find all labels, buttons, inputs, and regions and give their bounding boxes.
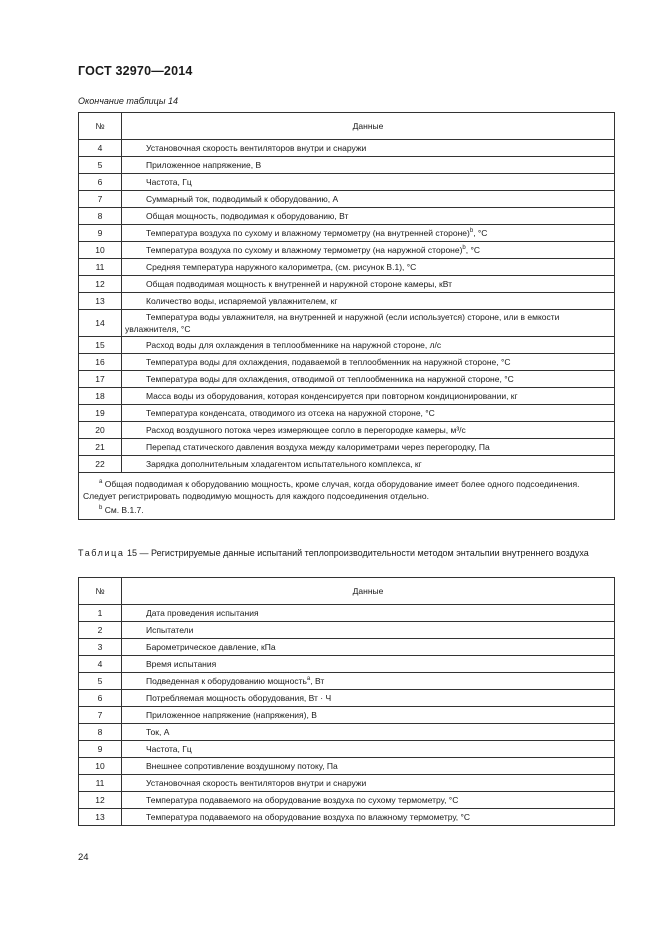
table-row [79, 225, 615, 242]
row-number: 9 [79, 225, 122, 242]
row-text [122, 208, 615, 225]
row-text [122, 622, 615, 639]
row-text [122, 673, 615, 690]
table-row [79, 293, 615, 310]
row-text-main: Частота, Гц [146, 744, 192, 754]
table-15-caption-label: Таблица [78, 548, 125, 558]
row-text-main: Частота, Гц [146, 177, 192, 187]
table-row [79, 174, 615, 191]
footnote-b-text: См. В.1.7. [104, 504, 144, 515]
row-text [122, 140, 615, 157]
table-row [79, 639, 615, 656]
row-text [122, 242, 615, 259]
row-text-main: Масса воды из оборудования, которая конденсируется при повторном кондиционировании, кг [146, 391, 518, 401]
row-text-main: Приложенное напряжение, В [146, 160, 262, 170]
table-row [79, 388, 615, 405]
row-text-main: Количество воды, испаряемой увлажнителем, кг [146, 296, 338, 306]
row-text [122, 371, 615, 388]
row-number: 10 [79, 242, 122, 259]
row-text-main: Подведенная к оборудованию мощность [146, 676, 307, 686]
row-text-main: Температура воды для охлаждения, отводимой от теплообменника на наружной стороне, °С [146, 374, 514, 384]
row-text [122, 157, 615, 174]
column-header-number: № [79, 113, 122, 140]
row-number: 19 [79, 405, 122, 422]
row-number: 13 [79, 293, 122, 310]
row-number: 1 [79, 605, 122, 622]
row-number: 16 [79, 354, 122, 371]
row-number: 7 [79, 707, 122, 724]
row-text-main: Приложенное напряжение (напряжения), В [146, 710, 317, 720]
row-text-main: Температура воздуха по сухому и влажному термометру (на внутренней стороне) [146, 228, 470, 238]
row-number: 12 [79, 792, 122, 809]
row-number: 3 [79, 639, 122, 656]
row-number: 13 [79, 809, 122, 826]
row-text [122, 707, 615, 724]
row-text [122, 456, 615, 473]
row-number: 11 [79, 775, 122, 792]
row-text [122, 724, 615, 741]
table-row [79, 259, 615, 276]
footnote-ref: а [306, 676, 311, 683]
table-row [79, 276, 615, 293]
row-text-main: Средняя температура наружного калориметра, (см. рисунок В.1), °С [146, 262, 417, 272]
row-text [122, 741, 615, 758]
footnote-ref: b [469, 228, 474, 235]
row-text [122, 422, 615, 439]
row-text [122, 388, 615, 405]
row-text [122, 354, 615, 371]
column-header-data: Данные [122, 113, 615, 140]
row-text [122, 337, 615, 354]
table-row [79, 707, 615, 724]
table-row [79, 439, 615, 456]
footnote-ref: b [462, 245, 466, 252]
row-text [122, 310, 615, 337]
row-number: 7 [79, 191, 122, 208]
row-text-main: Установочная скорость вентиляторов внутри и снаружи [146, 778, 367, 788]
table-row [79, 140, 615, 157]
table-row [79, 191, 615, 208]
table-row [79, 673, 615, 690]
row-text [122, 174, 615, 191]
table-row [79, 741, 615, 758]
row-text-unit: , °С [473, 228, 488, 238]
table-14-footnotes [79, 473, 615, 520]
row-text [122, 639, 615, 656]
table-row [79, 242, 615, 259]
row-text [122, 276, 615, 293]
row-text [122, 758, 615, 775]
row-number: 9 [79, 741, 122, 758]
row-text-main: Суммарный ток, подводимый к оборудованию, А [146, 194, 339, 204]
document-header: ГОСТ 32970—2014 [78, 64, 193, 78]
row-text-main: Температура подаваемого на оборудование воздуха по влажному термометру, °С [146, 812, 471, 822]
row-text-main: Общая мощность, подводимая к оборудованию, Вт [146, 211, 349, 221]
table-row [79, 337, 615, 354]
row-number: 14 [79, 310, 122, 337]
table-row [79, 310, 615, 337]
table-row [79, 656, 615, 673]
table-row [79, 405, 615, 422]
row-number: 8 [79, 724, 122, 741]
row-number: 6 [79, 690, 122, 707]
table-row [79, 758, 615, 775]
row-text-main: Температура конденсата, отводимого из отсека на наружной стороне, °С [146, 408, 435, 418]
row-text [122, 191, 615, 208]
table-row [79, 792, 615, 809]
row-text-main: Температура воздуха по сухому и влажному термометру (на наружной стороне) [146, 245, 463, 255]
row-number: 4 [79, 140, 122, 157]
row-text-main: Барометрическое давление, кПа [146, 642, 276, 652]
column-header-data: Данные [122, 578, 615, 605]
row-text [122, 656, 615, 673]
footnote-a-text: Общая подводимая к оборудованию мощность, кроме случая, когда оборудование имеет более одного подсоединения. Следует регистрировать подводимую мощность для каждого подсоединения отдельно. [83, 478, 580, 501]
footnote-b-mark: b [99, 504, 103, 511]
row-text [122, 792, 615, 809]
row-text [122, 809, 615, 826]
table-row [79, 724, 615, 741]
row-number: 15 [79, 337, 122, 354]
row-number: 4 [79, 656, 122, 673]
row-text-main: Дата проведения испытания [146, 608, 259, 618]
row-text-main: Испытатели [146, 625, 194, 635]
row-text [122, 405, 615, 422]
row-number: 10 [79, 758, 122, 775]
row-text-main: Установочная скорость вентиляторов внутри и снаружи [146, 143, 367, 153]
footnote-b [83, 502, 608, 516]
table-row [79, 208, 615, 225]
row-number: 8 [79, 208, 122, 225]
column-header-number: № [79, 578, 122, 605]
row-text [122, 439, 615, 456]
footnote-a [83, 476, 608, 502]
table-15-caption [78, 547, 618, 560]
row-text-main: Внешнее сопротивление воздушному потоку, Па [146, 761, 338, 771]
row-number: 18 [79, 388, 122, 405]
table-15 [78, 577, 615, 826]
row-number: 12 [79, 276, 122, 293]
row-text-main: Время испытания [146, 659, 217, 669]
table-row [79, 809, 615, 826]
row-text [122, 259, 615, 276]
row-number: 20 [79, 422, 122, 439]
row-text [122, 775, 615, 792]
table-14 [78, 112, 615, 520]
row-text-unit: , °С [465, 245, 481, 255]
table-row [79, 157, 615, 174]
table-15-caption-text: 15 — Регистрируемые данные испытаний теплопроизводительности методом энтальпии внутреннего воздуха [127, 548, 589, 558]
table-row [79, 422, 615, 439]
table-row [79, 371, 615, 388]
row-number: 17 [79, 371, 122, 388]
table-row [79, 622, 615, 639]
row-text-main: Ток, А [146, 727, 170, 737]
row-text [122, 293, 615, 310]
row-text-main: Зарядка дополнительным хладагентом испытательного комплекса, кг [146, 459, 422, 469]
row-text-main: Температура подаваемого на оборудование воздуха по сухому термометру, °С [146, 795, 459, 805]
table-14-caption: Окончание таблицы 14 [78, 96, 178, 106]
row-text-unit: , Вт [310, 676, 325, 686]
table-row [79, 605, 615, 622]
row-text [122, 225, 615, 242]
row-text [122, 605, 615, 622]
table-row [79, 690, 615, 707]
row-number: 22 [79, 456, 122, 473]
table-row [79, 775, 615, 792]
row-number: 21 [79, 439, 122, 456]
row-text-main: Температура воды увлажнителя, на внутренней и наружной (если используется) стороне, или в емкости увлажнителя, °С [125, 312, 560, 334]
row-text [122, 690, 615, 707]
row-number: 6 [79, 174, 122, 191]
row-text-main: Перепад статического давления воздуха между калориметрами через перегородку, Па [146, 442, 490, 452]
row-number: 11 [79, 259, 122, 276]
footnote-a-mark: a [99, 479, 103, 485]
row-text-main: Расход воздушного потока через измеряющее сопло в перегородке камеры, м³/с [146, 425, 466, 435]
row-number: 2 [79, 622, 122, 639]
row-text-main: Расход воды для охлаждения в теплообменнике на наружной стороне, л/с [146, 340, 442, 350]
row-number: 5 [79, 157, 122, 174]
page-number: 24 [78, 852, 89, 863]
table-row [79, 456, 615, 473]
row-text-main: Общая подводимая мощность к внутренней и наружной стороне камеры, кВт [146, 279, 453, 289]
row-text-main: Потребляемая мощность оборудования, Вт · Ч [146, 693, 332, 703]
row-text-main: Температура воды для охлаждения, подаваемой в теплообменник на наружной стороне, °С [146, 357, 511, 367]
row-number: 5 [79, 673, 122, 690]
table-row [79, 354, 615, 371]
